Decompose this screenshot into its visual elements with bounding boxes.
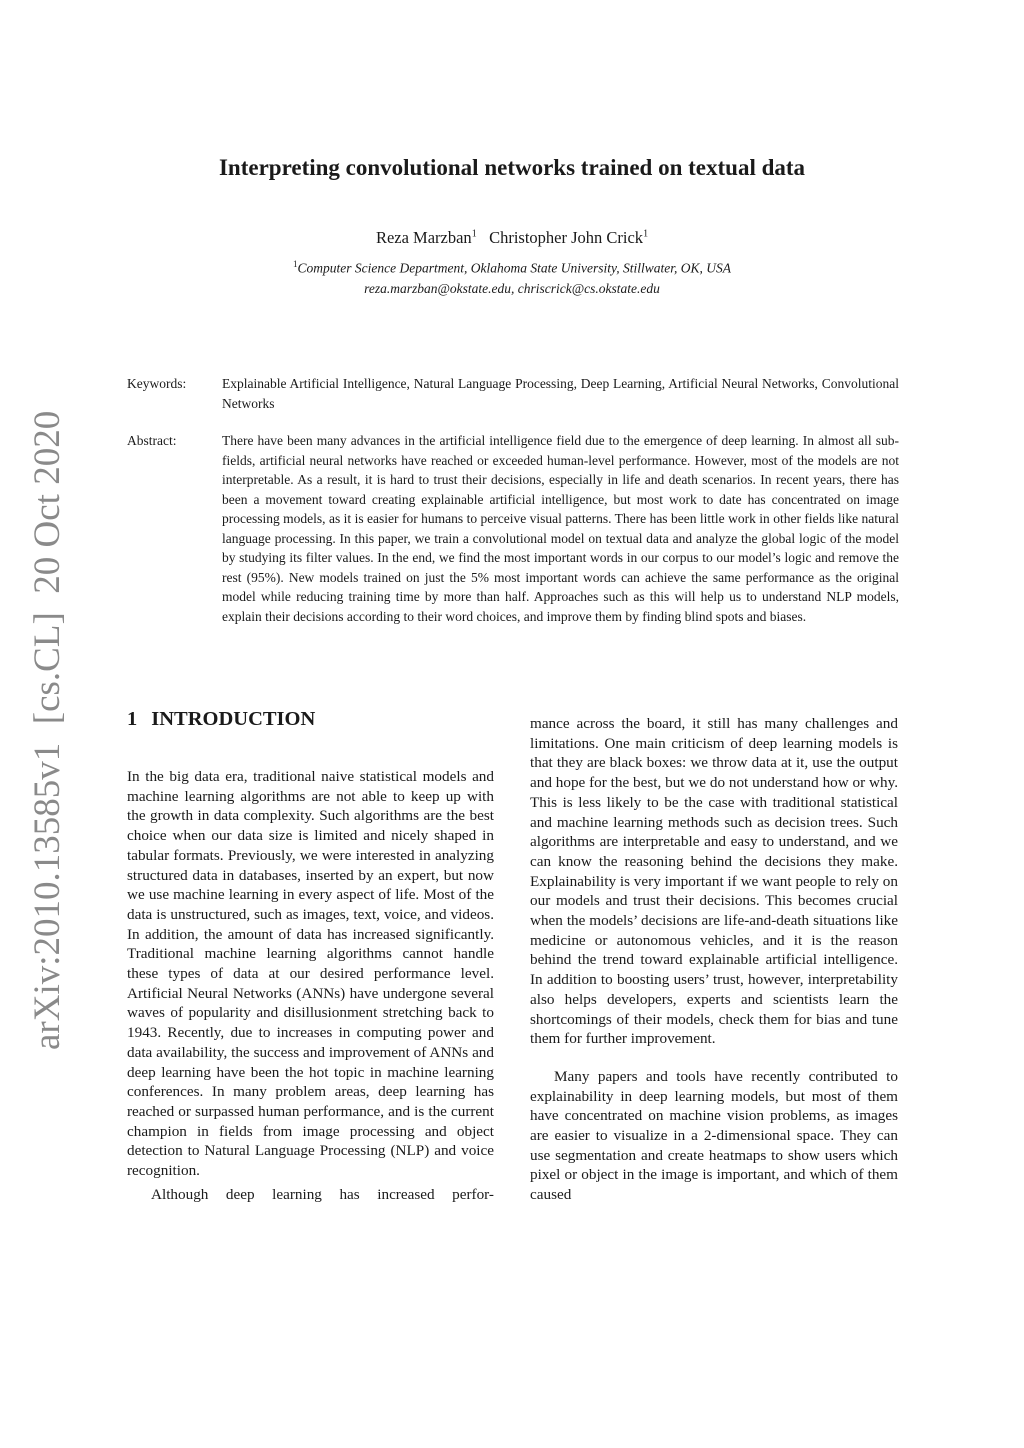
abstract-label: Abstract:	[127, 433, 177, 448]
affiliation-text: Computer Science Department, Oklahoma State University, Stillwater, OK, USA	[297, 260, 731, 276]
body-paragraph: In the big data era, traditional naive statistical models and machine learning algorithms are not able to keep up with the growth in data complexity. Such algorithms are the best choice when our data size is limited and nicely shaped in tabular formats. Previously, we were interested in analyzing structured data in databases, inserted by an expert, but now we use machine learning in every aspect of life. Most of the data is unstructured, such as images, text, voice, and videos. In addition, the amount of data has increased significantly. Traditional machine learning algorithms cannot handle these types of data at our desired performance level. Artificial Neural Networks (ANNs) have undergone several waves of popularity and disillusionment stretching back to 1943. Recently, due to increases in computing power and data availability, the success and improvement of ANNs and deep learning have been the hot topic in machine learning conferences. In many problem areas, deep learning has reached or surpassed human performance, and is the current champion in fields from image processing and object detection to Natural Language Processing (NLP) and voice recognition.	[127, 768, 494, 1180]
right-column	[530, 714, 898, 1205]
keywords-label: Keywords:	[127, 376, 187, 391]
affiliation-marker: 1	[471, 228, 477, 240]
body-paragraph: Although deep learning has increased perfor-	[151, 1185, 494, 1203]
author-emails: reza.marzban@okstate.edu, chriscrick@cs.okstate.edu	[364, 280, 660, 296]
author-name: Christopher John Crick	[489, 228, 644, 247]
abstract-text: There have been many advances in the artificial intelligence field due to the emergence of deep learning. In almost all sub-fields, artificial neural networks have reached or exceeded human-level performance. However, most of the models are not interpretable. As a result, it is hard to trust their decisions, especially in life and death scenarios. In recent years, there has been a movement toward creating explainable artificial intelligence, but most work to date has concentrated on image processing models, as it is easier for humans to perceive visual patterns. There has been little work in other fields like natural language processing. In this paper, we train a convolutional model on textual data and analyze the global logic of the model by studying its filter values. In the end, we find the most important words in our corpus to our model’s logic and remove the rest (95%). New models trained on just the 5% most important words can achieve the same performance as the original model while reducing training time by more than half. Approaches such as this will help us to understand NLP models, explain their decisions according to their word choices, and improve them by finding blind spots and biases.	[222, 433, 899, 624]
author-name: Reza Marzban	[375, 228, 472, 247]
affiliation-block	[0, 254, 1024, 299]
section-title: INTRODUCTION	[151, 708, 316, 730]
section-heading	[127, 708, 315, 731]
keywords-text: Explainable Artificial Intelligence, Natural Language Processing, Deep Learning, Artificial Neural Networks, Convolutional Networks	[222, 376, 899, 411]
section-number: 1	[127, 708, 138, 730]
paper-title: Interpreting convolutional networks trained on textual data	[218, 155, 806, 180]
author-list	[0, 228, 1024, 248]
body-paragraph: Many papers and tools have recently contributed to explainability in deep learning models, but most of them have concentrated on machine vision problems, as images are easier to visualize in a 2-dimensional space. They can use segmentation and create heatmaps to show users which pixel or object in the image is important, and which of them caused	[530, 1067, 898, 1204]
affiliation-marker: 1	[643, 228, 649, 240]
arxiv-identifier: arXiv:2010.13585v1 [cs.CL] 20 Oct 2020	[27, 410, 68, 1050]
left-column	[127, 767, 494, 1204]
body-paragraph: mance across the board, it still has many challenges and limitations. One main criticism of deep learning models is that they are black boxes: we throw data at it, use the output and hope for the best, but we do not understand how or why. This is less likely to be the case with traditional statistical and machine learning methods such as decision trees. Such algorithms are interpretable and easy to understand, and we can know the reasoning behind the decisions they make. Explainability is very important if we want people to rely on our models and trust their decisions. This becomes crucial when the models’ decisions are life-and-death situations like medicine or autonomous vehicles, and it is the reason behind the trend toward explainable artificial intelligence. In addition to boosting users’ trust, however, interpretability also helps developers, experts and scientists learn the shortcomings of their models, check them for bias and tune them for further improvement.	[530, 715, 898, 1048]
affiliation-marker: 1	[293, 259, 298, 269]
